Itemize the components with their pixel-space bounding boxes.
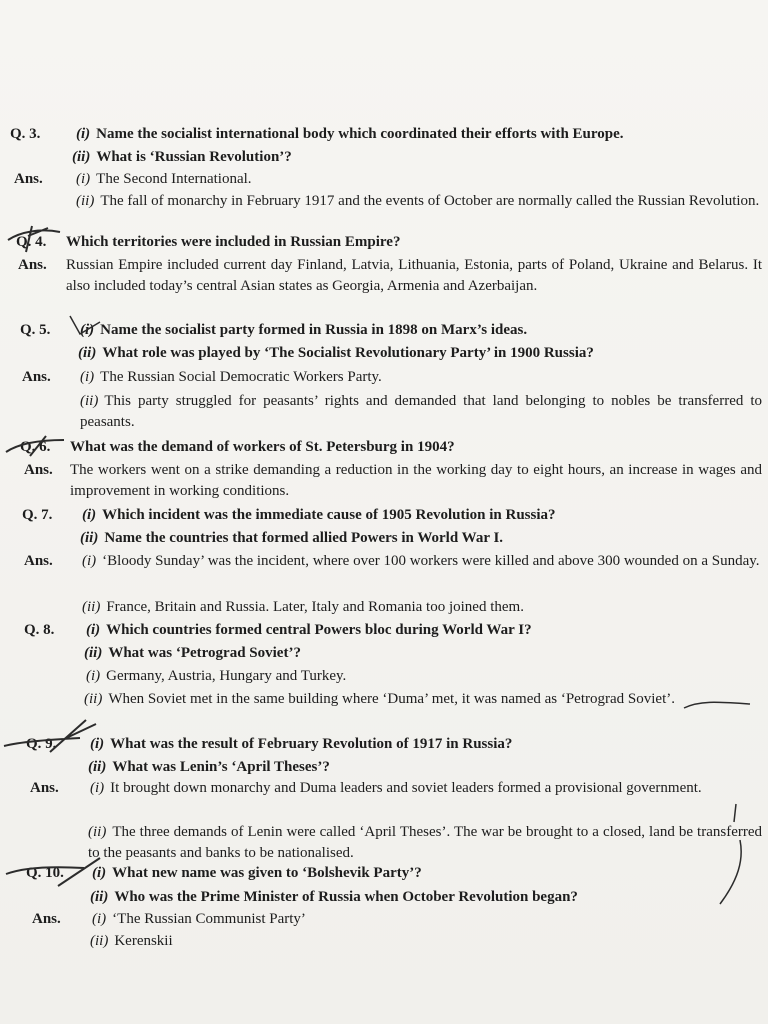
answer-part: (i) Germany, Austria, Hungary and Turkey. — [86, 668, 347, 684]
answer-part: (ii) The three demands of Lenin were called ‘April Theses’. The war be brought to a closed, land be transferred to the peasants and banks to be nationalised. — [88, 824, 762, 861]
question-part: (i) Name the socialist international body which coordinated their efforts with Europe. — [76, 126, 624, 142]
question-label: Q. 4. — [16, 234, 47, 250]
answer-part: (i) ‘The Russian Communist Party’ — [92, 911, 306, 927]
question-part: (i) Which countries formed central Powers bloc during World War I? — [86, 622, 532, 638]
answer-part: (ii) France, Britain and Russia. Later, Italy and Romania too joined them. — [82, 599, 524, 615]
answer-label: Ans. — [24, 462, 53, 478]
answer-part: (i) The Russian Social Democratic Workers Party. — [80, 369, 382, 385]
answer-label: Ans. — [30, 780, 59, 796]
question-part: What was the demand of workers of St. Petersburg in 1904? — [70, 439, 455, 455]
answer-part: (ii) Kerenskii — [90, 933, 173, 949]
question-label: Q. 8. — [24, 622, 55, 638]
question-part: Which territories were included in Russian Empire? — [66, 234, 401, 250]
answer-part: (ii) This party struggled for peasants’ rights and demanded that land belonging to nobles be transferred to peasants. — [80, 393, 762, 430]
question-label: Q. 7. — [22, 507, 53, 523]
question-part: (i) Name the socialist party formed in Russia in 1898 on Marx’s ideas. — [80, 322, 528, 338]
question-part: (ii) What is ‘Russian Revolution’? — [72, 149, 292, 165]
answer-label: Ans. — [24, 553, 53, 569]
answer-label: Ans. — [14, 171, 43, 187]
answer-part: (i) It brought down monarchy and Duma leaders and soviet leaders formed a provisional government. — [90, 780, 702, 796]
question-label: Q. 3. — [10, 126, 41, 142]
answer-part: (i) ‘Bloody Sunday’ was the incident, where over 100 workers were killed and above 300 wounded on a Sunday. — [82, 553, 760, 569]
question-label: Q. 9. — [26, 736, 57, 752]
answer-part: (ii) The fall of monarchy in February 1917 and the events of October are normally called the Russian Revolution. — [76, 193, 760, 209]
question-part: (i) What was the result of February Revolution of 1917 in Russia? — [90, 736, 513, 752]
question-part: (ii) What was ‘Petrograd Soviet’? — [84, 645, 301, 661]
answer-part: (i) The Second International. — [76, 171, 252, 187]
question-part: (i) Which incident was the immediate cause of 1905 Revolution in Russia? — [82, 507, 556, 523]
question-part: (i) What new name was given to ‘Bolshevik Party’? — [92, 865, 422, 881]
question-label: Q. 5. — [20, 322, 51, 338]
answer-label: Ans. — [32, 911, 61, 927]
answer-label: Ans. — [18, 257, 47, 273]
question-part: (ii) Name the countries that formed allied Powers in World War I. — [80, 530, 504, 546]
question-part: (ii) What was Lenin’s ‘April Theses’? — [88, 759, 330, 775]
answer-part: (ii) When Soviet met in the same building where ‘Duma’ met, it was named as ‘Petrograd Soviet’. — [84, 691, 675, 707]
answer-text: The workers went on a strike demanding a reduction in the working day to eight hours, an increase in wages and improvement in working conditions. — [70, 462, 762, 499]
question-label: Q. 6. — [20, 439, 51, 455]
answer-text: Russian Empire included current day Finland, Latvia, Lithuania, Estonia, parts of Poland, Ukraine and Belarus. It also included today’s central Asian states as Georgia, Armenia and Azerbaijan. — [66, 257, 762, 294]
question-part: (ii) What role was played by ‘The Socialist Revolutionary Party’ in 1900 Russia? — [78, 345, 594, 361]
question-label: Q. 10. — [26, 865, 64, 881]
answer-label: Ans. — [22, 369, 51, 385]
question-part: (ii) Who was the Prime Minister of Russia when October Revolution began? — [90, 889, 578, 905]
